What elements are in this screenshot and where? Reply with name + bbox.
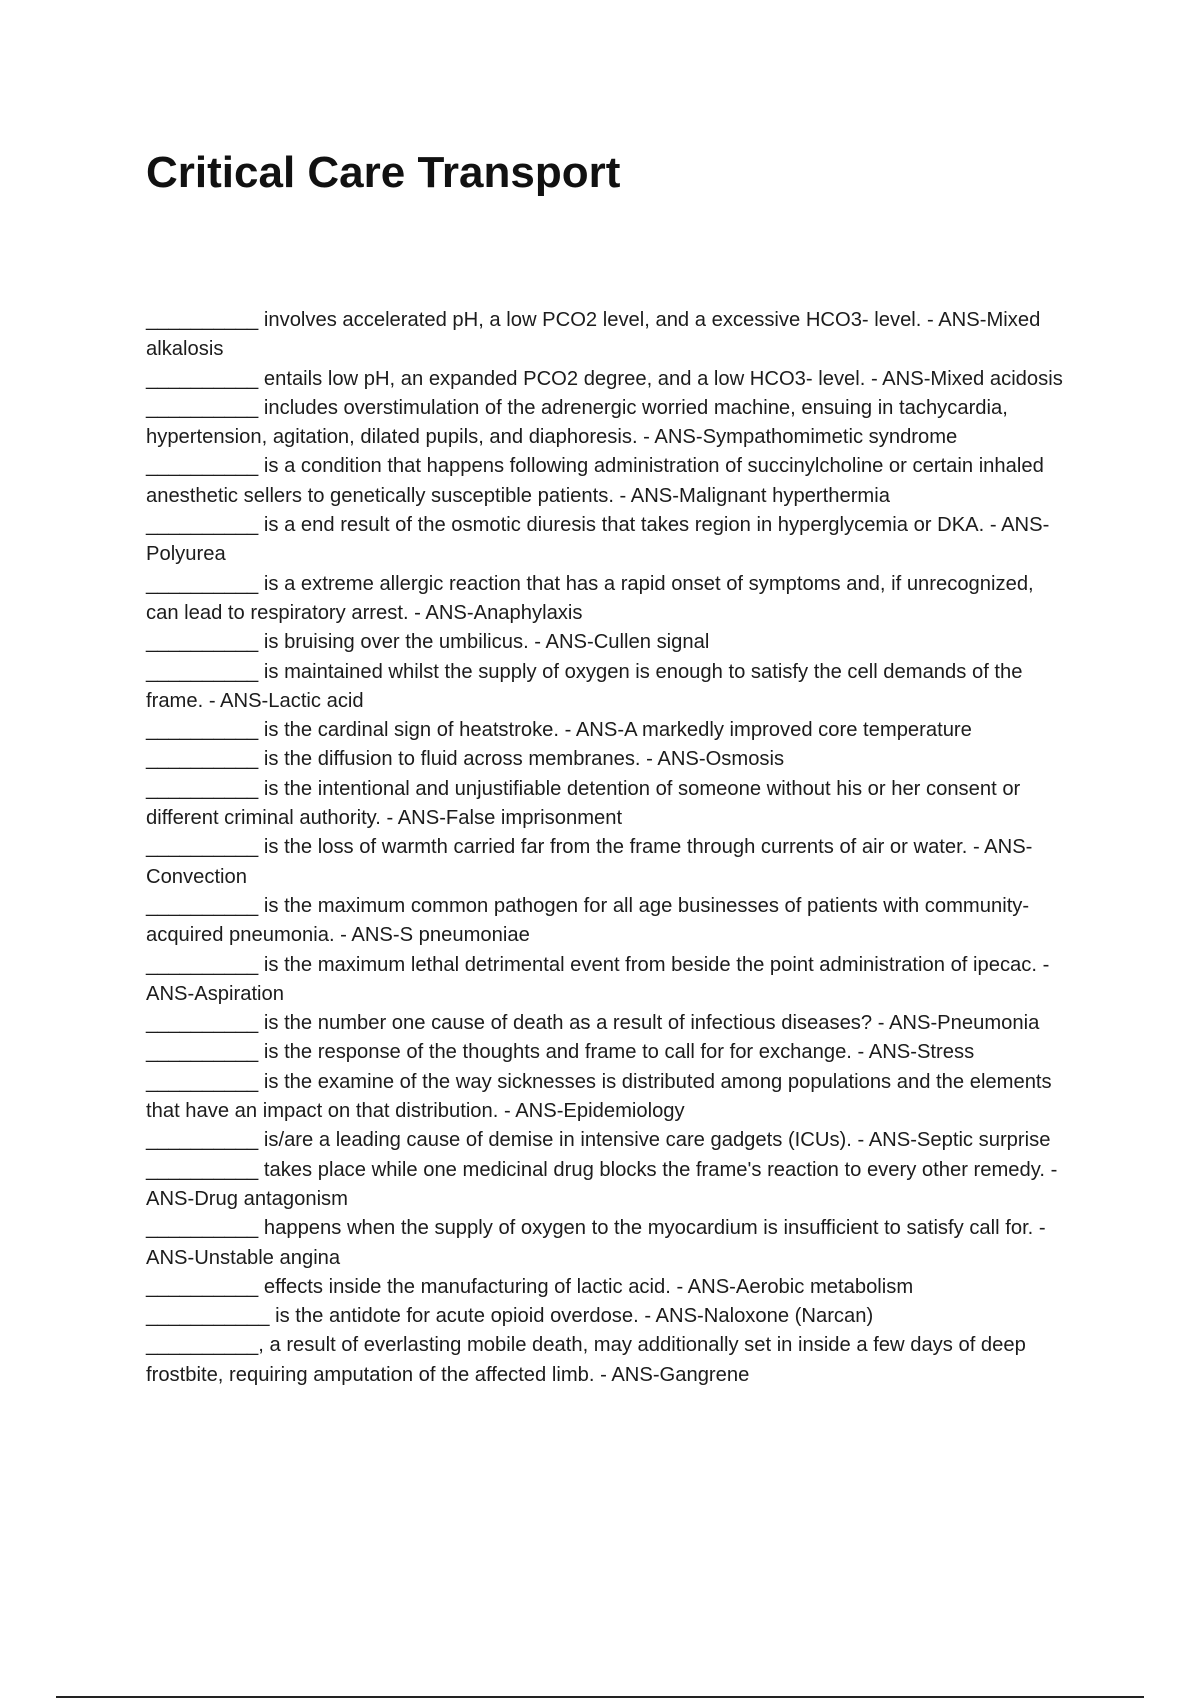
flashcard-item: ___________ is the antidote for acute opioid overdose. - ANS-Naloxone (Narcan): [146, 1305, 874, 1328]
flashcard-item: __________ involves accelerated pH, a low PCO2 level, and a excessive HCO3- level. - ANS-Mixed alkalosis: [146, 309, 1041, 361]
flashcard-item: __________ is the loss of warmth carried far from the frame through currents of air or water. - ANS-Convection: [146, 836, 1033, 888]
flashcard-item: __________ is the diffusion to fluid across membranes. - ANS-Osmosis: [146, 748, 785, 771]
flashcard-item: __________, a result of everlasting mobile death, may additionally set in inside a few days of deep frostbite, requiring amputation of the affected limb. - ANS-Gangrene: [146, 1334, 1026, 1386]
flashcard-item: __________ is a condition that happens following administration of succinylcholine or certain inhaled anesthetic sellers to genetically susceptible patients. - ANS-Malignant hyperthermia: [146, 455, 1044, 507]
flashcard-item: __________ is the intentional and unjustifiable detention of someone without his or her consent or different criminal authority. - ANS-False imprisonment: [146, 777, 1021, 830]
flashcard-list: [146, 306, 1066, 1390]
flashcard-item: __________ effects inside the manufacturing of lactic acid. - ANS-Aerobic metabolism: [146, 1275, 914, 1298]
flashcard-item: __________ is maintained whilst the supply of oxygen is enough to satisfy the cell demands of the frame. - ANS-Lactic acid: [146, 660, 1023, 712]
flashcard-item: __________ takes place while one medicinal drug blocks the frame's reaction to every other remedy. - ANS-Drug antagonism: [146, 1158, 1058, 1210]
flashcard-item: __________ is the cardinal sign of heatstroke. - ANS-A markedly improved core temperature: [146, 719, 972, 742]
flashcard-item: __________ is the maximum lethal detrimental event from beside the point administration of ipecac. - ANS-Aspiration: [146, 953, 1050, 1005]
flashcard-item: __________ is the response of the thoughts and frame to call for for exchange. - ANS-Stress: [146, 1041, 975, 1064]
flashcard-item: __________ happens when the supply of oxygen to the myocardium is insufficient to satisfy call for. - ANS-Unstable angina: [146, 1217, 1046, 1269]
flashcard-item: __________ is bruising over the umbilicus. - ANS-Cullen signal: [146, 631, 710, 654]
flashcard-item: __________ is/are a leading cause of demise in intensive care gadgets (ICUs). - ANS-Septic surprise: [146, 1129, 1051, 1152]
flashcard-item: __________ is a end result of the osmotic diuresis that takes region in hyperglycemia or DKA. - ANS-Polyurea: [146, 514, 1050, 566]
flashcard-item: __________ entails low pH, an expanded PCO2 degree, and a low HCO3- level. - ANS-Mixed acidosis: [146, 367, 1063, 390]
page-title: Critical Care Transport: [146, 148, 621, 197]
flashcard-item: __________ is the maximum common pathogen for all age businesses of patients with community-acquired pneumonia. - ANS-S pneumoniae: [146, 894, 1030, 947]
flashcard-item: __________ is the examine of the way sicknesses is distributed among populations and the elements that have an impact on that distribution. - ANS-Epidemiology: [146, 1070, 1052, 1123]
flashcard-item: __________ is the number one cause of death as a result of infectious diseases? - ANS-Pneumonia: [146, 1012, 1040, 1035]
flashcard-item: __________ is a extreme allergic reaction that has a rapid onset of symptoms and, if unrecognized, can lead to respiratory arrest. - ANS-Anaphylaxis: [146, 572, 1034, 624]
footer-divider: [56, 1696, 1144, 1698]
flashcard-item: __________ includes overstimulation of the adrenergic worried machine, ensuing in tachycardia, hypertension, agitation, dilated pupils, and diaphoresis. - ANS-Sympathomimetic syndrome: [146, 396, 1008, 449]
